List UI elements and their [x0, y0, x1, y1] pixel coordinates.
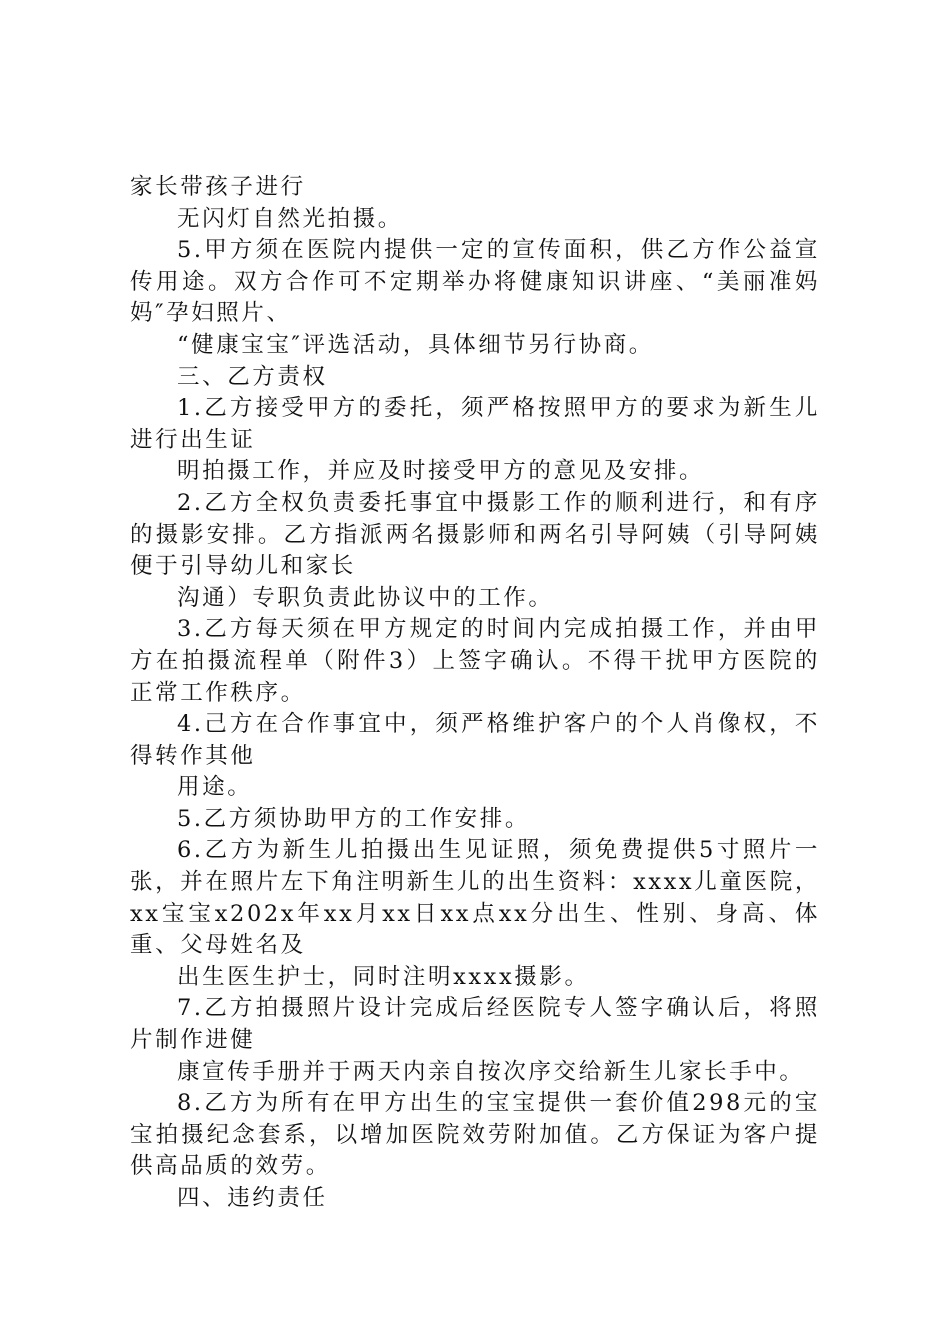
text-line: 5.乙方须协助甲方的工作安排。 — [177, 805, 530, 832]
text-line: 4.己方在合作事宜中，须严格维护客户的个人肖像权，不 — [177, 711, 820, 738]
text-line: 正常工作秩序。 — [130, 679, 306, 706]
text-line: 片制作进健 — [130, 1027, 256, 1054]
text-line: 无闪灯自然光拍摄。 — [177, 205, 403, 232]
text-line: 1.乙方接受甲方的委托，须严格按照甲方的要求为新生儿 — [177, 395, 820, 422]
text-line: 出生医生护士，同时注明xxxx摄影。 — [177, 963, 590, 990]
text-line: 方在拍摄流程单（附件3）上签字确认。不得干扰甲方医院的 — [130, 647, 820, 674]
text-line: 3.乙方每天须在甲方规定的时间内完成拍摄工作，并由甲 — [177, 616, 820, 643]
text-line: 康宣传手册并于两天内亲自按次序交给新生儿家长手中。 — [177, 1058, 805, 1085]
text-line: 家长带孩子进行 — [130, 174, 306, 200]
text-line: 的摄影安排。乙方指派两名摄影师和两名引导阿姨（引导阿姨 — [130, 521, 820, 548]
section-heading: 四、违约责任 — [177, 1185, 328, 1211]
section-heading: 三、乙方责权 — [177, 363, 328, 390]
text-line: 6.乙方为新生儿拍摄出生见证照，须免费提供5寸照片一 — [177, 837, 820, 864]
text-line: 5.甲方须在医院内提供一定的宣传面积，供乙方作公益宣 — [177, 237, 820, 264]
document-body — [130, 172, 820, 1215]
text-line: xx宝宝x202x年xx月xx日xx点xx分出生、性别、身高、体 — [130, 900, 820, 927]
text-line: 宝拍摄纪念套系，以增加医院效劳附加值。乙方保证为客户提 — [130, 1121, 820, 1148]
text-line: 供高品质的效劳。 — [130, 1153, 331, 1180]
text-line: 8.乙方为所有在甲方出生的宝宝提供一套价值298元的宝 — [177, 1090, 820, 1117]
text-line: 妈″孕妇照片、 — [130, 300, 292, 327]
text-line: 便于引导幼儿和家长 — [130, 553, 356, 580]
text-line: 2.乙方全权负责委托事宜中摄影工作的顺利进行，和有序 — [177, 489, 820, 516]
text-line: 7.乙方拍摄照片设计完成后经医院专人签字确认后，将照 — [177, 995, 820, 1022]
text-line: 明拍摄工作，并应及时接受甲方的意见及安排。 — [177, 458, 705, 485]
text-line: 得转作其他 — [130, 742, 256, 769]
text-line: 进行出生证 — [130, 426, 256, 453]
text-line: “健康宝宝″评选活动，具体细节另行协商。 — [177, 331, 654, 358]
text-line: 用途。 — [177, 774, 253, 801]
text-line: 沟通）专职负责此协议中的工作。 — [177, 584, 554, 611]
text-line: 重、父母姓名及 — [130, 932, 306, 959]
text-line: 传用途。双方合作可不定期举办将健康知识讲座、“美丽准妈 — [130, 268, 820, 295]
text-line: 张，并在照片左下角注明新生儿的出生资料：xxxx儿童医院， — [130, 869, 820, 896]
